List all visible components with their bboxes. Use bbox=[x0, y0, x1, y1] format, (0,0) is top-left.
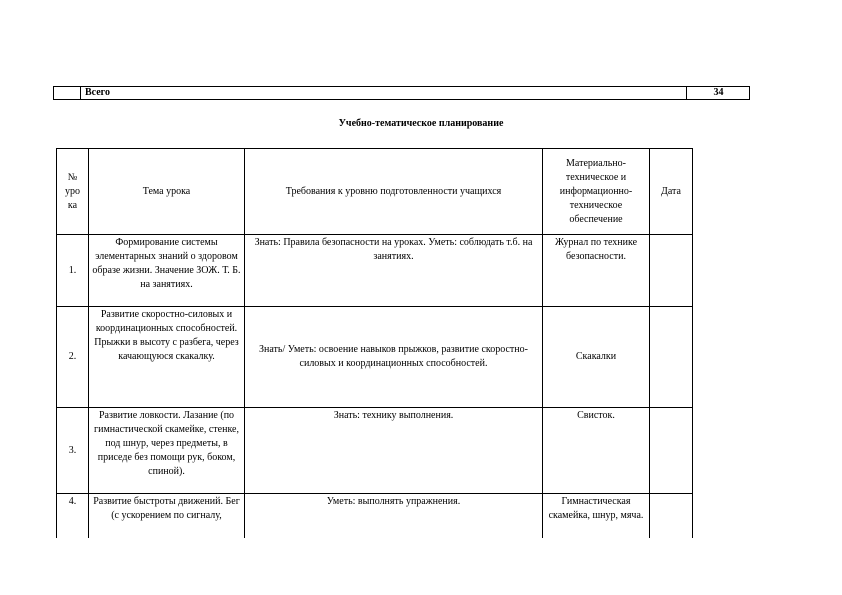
row-equipment: Свисток. bbox=[543, 408, 650, 494]
table-header-row bbox=[57, 149, 693, 235]
row-topic: Развитие ловкости. Лазание (по гимнастической скамейке, стенке, под шнур, через предметы, в приседе без помощи рук, боком, спиной). bbox=[89, 408, 245, 494]
total-row-label: Всего bbox=[81, 87, 687, 99]
row-number: 1. bbox=[57, 235, 89, 307]
row-number: 4. bbox=[57, 494, 89, 540]
row-number: 3. bbox=[57, 408, 89, 494]
row-requirements: Уметь: выполнять упражнения. bbox=[245, 494, 543, 540]
table-row bbox=[57, 307, 693, 408]
row-equipment: Скакалки bbox=[543, 307, 650, 408]
row-number: 2. bbox=[57, 307, 89, 408]
header-equipment: Материально-техническое и информационно-техническое обеспечение bbox=[543, 149, 650, 235]
row-topic: Развитие быстроты движений. Бег (с ускорением по сигналу, bbox=[89, 494, 245, 540]
header-requirements: Требования к уровню подготовленности учащихся bbox=[245, 149, 543, 235]
row-requirements: Знать: Правила безопасности на уроках. Уметь: соблюдать т.б. на занятиях. bbox=[245, 235, 543, 307]
row-topic: Формирование системы элементарных знаний о здоровом образе жизни. Значение ЗОЖ. Т. Б. на занятиях. bbox=[89, 235, 245, 307]
total-row-value: 34 bbox=[713, 87, 724, 98]
total-row-blank-cell bbox=[54, 87, 81, 99]
table-row bbox=[57, 235, 693, 307]
row-date bbox=[650, 307, 693, 408]
row-equipment: Журнал по технике безопасности. bbox=[543, 235, 650, 307]
lesson-plan-table bbox=[56, 148, 693, 540]
row-requirements: Знать/ Уметь: освоение навыков прыжков, развитие скоростно-силовых и координационных способностей. bbox=[245, 307, 543, 408]
page-bottom-margin bbox=[0, 538, 842, 595]
table-row bbox=[57, 408, 693, 494]
row-requirements: Знать: технику выполнения. bbox=[245, 408, 543, 494]
row-date bbox=[650, 408, 693, 494]
page-title: Учебно-тематическое планирование bbox=[338, 118, 504, 129]
row-equipment: Гимнастическая скамейка, шнур, мяча. bbox=[543, 494, 650, 540]
header-date: Дата bbox=[650, 149, 693, 235]
row-topic: Развитие скоростно-силовых и координационных способностей. Прыжки в высоту с разбега, через качающуюся скакалку. bbox=[89, 307, 245, 408]
row-date bbox=[650, 235, 693, 307]
header-topic: Тема урока bbox=[89, 149, 245, 235]
header-number: № уро ка bbox=[57, 149, 89, 235]
table-row bbox=[57, 494, 693, 540]
total-row bbox=[53, 86, 750, 100]
row-date bbox=[650, 494, 693, 540]
